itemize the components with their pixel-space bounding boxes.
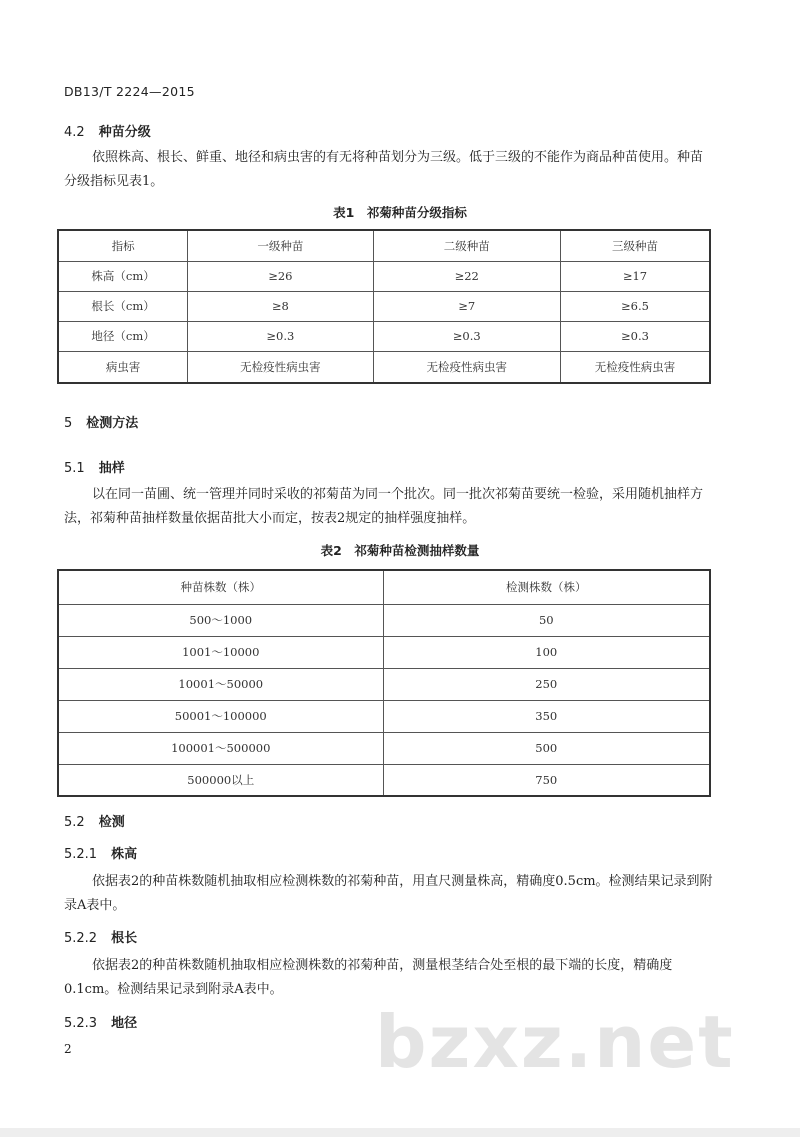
table-header-row <box>58 230 710 261</box>
table-cell: 250 <box>383 668 710 700</box>
section-4-2-heading <box>64 121 151 140</box>
table-cell: 500000以上 <box>58 764 383 796</box>
paragraph-text: 依照株高、根长、鲜重、地径和病虫害的有无将种苗划分为三级。低于三级的不能作为商品种苗使用。种苗分级指标见表1。 <box>64 150 704 189</box>
table-cell: ≥22 <box>373 261 560 291</box>
table-cell: 株高（cm） <box>58 261 188 291</box>
table-cell: ≥6.5 <box>560 291 710 321</box>
watermark: bzxz.net <box>375 1000 735 1084</box>
table-cell: 无检疫性病虫害 <box>560 351 710 383</box>
section-number: 5.2.2 <box>64 931 98 946</box>
table-row <box>58 604 710 636</box>
standard-code: DB13/T 2224—2015 <box>64 84 195 99</box>
grading-table <box>57 229 711 384</box>
section-title: 根长 <box>111 931 138 946</box>
table-cell: 地径（cm） <box>58 321 188 351</box>
section-title: 地径 <box>111 1016 138 1031</box>
table-cell: 500～1000 <box>58 604 383 636</box>
table-cell: 无检疫性病虫害 <box>373 351 560 383</box>
page-bottom-edge <box>0 1128 800 1137</box>
table-row <box>58 700 710 732</box>
table-header-cell: 指标 <box>58 230 188 261</box>
section-5-1-heading <box>64 457 125 476</box>
table-cell: ≥0.3 <box>560 321 710 351</box>
section-number: 5.1 <box>64 461 85 476</box>
table-row <box>58 636 710 668</box>
section-5-2-3-heading <box>64 1012 137 1031</box>
table-header-row <box>58 570 710 604</box>
table-cell: ≥0.3 <box>373 321 560 351</box>
section-5-2-heading <box>64 811 125 830</box>
table-cell: ≥8 <box>188 291 373 321</box>
table-cell: 500 <box>383 732 710 764</box>
section-5-2-1-heading <box>64 843 137 862</box>
section-5-2-2-paragraph <box>64 954 714 1002</box>
section-title: 株高 <box>111 847 138 862</box>
table-cell: ≥7 <box>373 291 560 321</box>
paragraph-text: 以在同一苗圃、统一管理并同时采收的祁菊苗为同一个批次。同一批次祁菊苗要统一检验，采用随机抽样方法，祁菊种苗抽样数量依据苗批大小而定，按表2规定的抽样强度抽样。 <box>64 487 704 526</box>
table-header-cell: 一级种苗 <box>188 230 373 261</box>
page-number: 2 <box>64 1042 72 1056</box>
paragraph-text: 依据表2的种苗株数随机抽取相应检测株数的祁菊种苗，用直尺测量株高，精确度0.5cm。检测结果记录到附录A表中。 <box>64 874 713 913</box>
table-cell: 100001～500000 <box>58 732 383 764</box>
table-header-cell: 检测株数（株） <box>383 570 710 604</box>
table2-caption: 表2 祁菊种苗检测抽样数量 <box>320 543 480 558</box>
section-title: 检测 <box>98 815 125 830</box>
section-title: 抽样 <box>98 461 125 476</box>
table-header-cell: 三级种苗 <box>560 230 710 261</box>
paragraph-text: 依据表2的种苗株数随机抽取相应检测株数的祁菊种苗，测量根茎结合处至根的最下端的长度，精确度0.1cm。检测结果记录到附录A表中。 <box>64 958 673 997</box>
section-5-2-1-paragraph <box>64 870 714 918</box>
table-cell: 根长（cm） <box>58 291 188 321</box>
table-row <box>58 764 710 796</box>
section-number: 5 <box>64 416 73 431</box>
table-cell: 病虫害 <box>58 351 188 383</box>
table-row <box>58 291 710 321</box>
table-header-cell: 种苗株数（株） <box>58 570 383 604</box>
table-row <box>58 261 710 291</box>
table1-caption: 表1 祁菊种苗分级指标 <box>333 205 467 220</box>
table-cell: 无检疫性病虫害 <box>188 351 373 383</box>
table-row <box>58 668 710 700</box>
table-cell: 750 <box>383 764 710 796</box>
table-row <box>58 351 710 383</box>
section-number: 5.2.1 <box>64 847 98 862</box>
table-cell: 50 <box>383 604 710 636</box>
table-cell: ≥17 <box>560 261 710 291</box>
section-title: 检测方法 <box>86 416 139 431</box>
table-row <box>58 321 710 351</box>
section-number: 5.2.3 <box>64 1016 98 1031</box>
table-cell: 1001～10000 <box>58 636 383 668</box>
section-5-2-2-heading <box>64 927 137 946</box>
section-5-heading <box>64 412 138 431</box>
table-row <box>58 732 710 764</box>
table-cell: ≥0.3 <box>188 321 373 351</box>
section-5-1-paragraph <box>64 483 714 531</box>
sampling-table <box>57 569 711 797</box>
section-number: 4.2 <box>64 125 85 140</box>
table-cell: ≥26 <box>188 261 373 291</box>
section-number: 5.2 <box>64 815 85 830</box>
table-header-cell: 二级种苗 <box>373 230 560 261</box>
section-title: 种苗分级 <box>98 125 151 140</box>
table-cell: 50001～100000 <box>58 700 383 732</box>
table-cell: 100 <box>383 636 710 668</box>
table-cell: 10001～50000 <box>58 668 383 700</box>
table-cell: 350 <box>383 700 710 732</box>
section-4-2-paragraph <box>64 146 714 194</box>
